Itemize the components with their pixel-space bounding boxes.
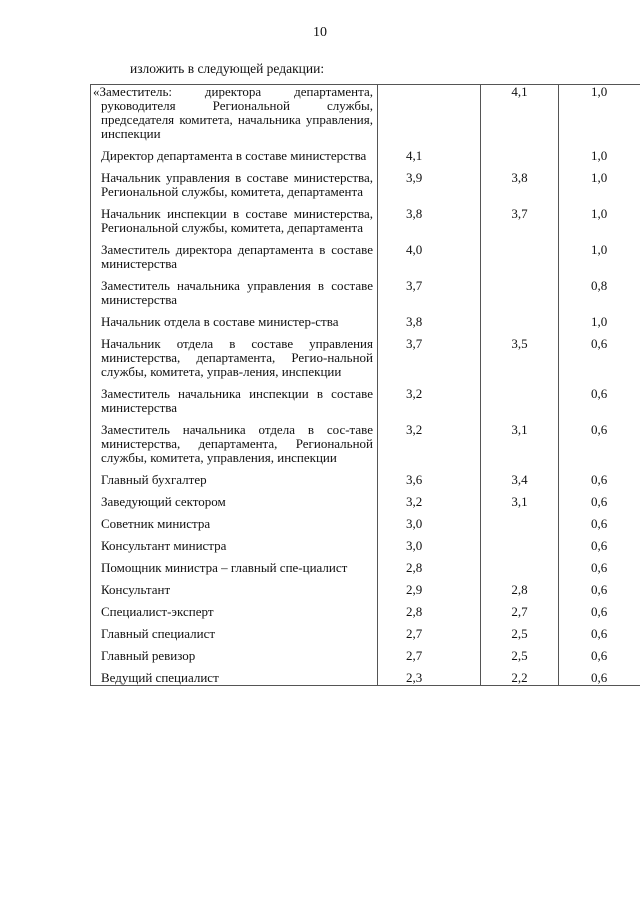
coefficient-value: 1,0 [591,84,608,99]
position-name: Главный бухгалтер [101,472,207,487]
coefficient-value: 2,5 [511,648,528,663]
coefficient-cell-c3 [559,627,640,649]
position-name: Консультант [101,582,171,597]
position-name: Помощник министра – главный спе-циалист [101,560,348,575]
coefficient-value: 3,8 [511,170,528,185]
coefficient-value: 3,7 [406,278,423,293]
coefficient-cell-c1 [378,171,481,207]
coefficient-cell-c1 [378,649,481,671]
table-row [91,423,640,473]
coefficient-cell-c2 [481,671,559,686]
coefficient-value: 3,8 [406,206,423,221]
coefficient-value: 3,2 [406,494,423,509]
coefficient-cell-c3 [559,671,640,686]
position-name-cell [91,423,378,473]
coefficient-value: 0,6 [591,494,608,509]
coefficient-cell-c3 [559,423,640,473]
position-name-cell [91,171,378,207]
coefficient-value: 3,4 [511,472,528,487]
position-name-cell [91,243,378,279]
coefficient-value: 3,7 [406,336,423,351]
coefficient-value: 3,9 [406,170,423,185]
position-name-cell [91,649,378,671]
coefficient-value: 1,0 [591,148,608,163]
position-name: Главный специалист [101,626,216,641]
coefficient-value: 3,7 [511,206,528,221]
table-row [91,337,640,387]
coefficient-cell-c3 [559,149,640,171]
coefficient-cell-c1 [378,337,481,387]
coefficient-cell-c1 [378,207,481,243]
coefficient-value: 2,9 [406,582,423,597]
coefficient-cell-c2 [481,605,559,627]
coefficient-cell-c3 [559,649,640,671]
coefficient-cell-c3 [559,315,640,337]
coefficient-value: 1,0 [591,242,608,257]
table-row [91,627,640,649]
position-name: Советник министра [101,516,211,531]
coefficient-cell-c3 [559,473,640,495]
coefficient-cell-c3 [559,517,640,539]
coefficient-value: 3,2 [406,422,423,437]
coefficient-cell-c1 [378,279,481,315]
coefficient-value: 3,6 [406,472,423,487]
position-name: Директор департамента в составе министерства [101,148,367,163]
coefficient-cell-c2 [481,171,559,207]
position-name-cell [91,337,378,387]
coefficient-cell-c1 [378,627,481,649]
coefficient-value: 4,1 [406,148,423,163]
coefficient-cell-c2 [481,649,559,671]
position-name: Начальник отдела в составе министер-ства [101,314,339,329]
coefficient-cell-c3 [559,605,640,627]
coefficient-cell-c2 [481,627,559,649]
position-name-cell [91,539,378,561]
coefficient-cell-c1 [378,243,481,279]
coefficient-cell-c2 [481,149,559,171]
coefficient-cell-c2 [481,243,559,279]
coefficient-cell-c2 [481,315,559,337]
coefficient-value: 2,5 [511,626,528,641]
coefficient-value: 4,0 [406,242,423,257]
position-name: Заместитель начальника управления в составе министерства [101,278,373,307]
coefficient-value: 3,0 [406,538,423,553]
coefficient-value: 2,8 [406,560,423,575]
coefficient-cell-c1 [378,539,481,561]
coefficient-cell-c2 [481,517,559,539]
intro-text: изложить в следующей редакции: [130,61,325,76]
coefficient-cell-c1 [378,605,481,627]
position-name-cell [91,279,378,315]
position-name: Заместитель директора департамента в составе министерства [101,242,373,271]
coefficient-value: 0,6 [591,582,608,597]
coefficient-table [90,84,640,686]
coefficient-cell-c3 [559,207,640,243]
coefficient-cell-c3 [559,171,640,207]
coefficient-value: 3,1 [511,494,528,509]
coefficient-cell-c2 [481,423,559,473]
table-row [91,207,640,243]
coefficient-value: 0,6 [591,336,608,351]
table-row [91,243,640,279]
coefficient-cell-c2 [481,495,559,517]
coefficient-cell-c3 [559,495,640,517]
table-row [91,473,640,495]
coefficient-cell-c1 [378,517,481,539]
coefficient-value: 0,8 [591,278,608,293]
table-row [91,539,640,561]
table-row [91,85,640,150]
coefficient-cell-c2 [481,583,559,605]
coefficient-value: 4,1 [511,84,528,99]
coefficient-value: 0,6 [591,386,608,401]
coefficient-value: 3,0 [406,516,423,531]
coefficient-cell-c1 [378,85,481,150]
position-name-cell [91,207,378,243]
coefficient-cell-c3 [559,583,640,605]
position-name: Заведующий сектором [101,494,226,509]
position-name: Начальник управления в составе министерства, Региональной службы, комитета, департамента [101,170,373,199]
coefficient-value: 0,6 [591,472,608,487]
coefficient-cell-c2 [481,279,559,315]
position-name-cell [91,627,378,649]
position-name: Главный ревизор [101,648,196,663]
coefficient-value: 3,8 [406,314,423,329]
coefficient-cell-c2 [481,473,559,495]
position-name-cell [91,387,378,423]
coefficient-cell-c2 [481,561,559,583]
coefficient-value: 3,2 [406,386,423,401]
coefficient-value: 2,2 [511,670,528,685]
coefficient-cell-c3 [559,85,640,150]
table-row [91,279,640,315]
coefficient-value: 0,6 [591,538,608,553]
coefficient-value: 0,6 [591,670,608,685]
coefficient-value: 2,7 [511,604,528,619]
coefficient-value: 1,0 [591,206,608,221]
coefficient-cell-c1 [378,583,481,605]
table-row [91,671,640,686]
position-name-cell [91,149,378,171]
coefficient-cell-c3 [559,561,640,583]
position-name: Начальник отдела в составе управления министерства, департамента, Регио-нальной службы, комитета, управ-ления, инспекции [101,336,373,379]
coefficient-cell-c2 [481,539,559,561]
table-row [91,495,640,517]
coefficient-cell-c3 [559,539,640,561]
table-row [91,561,640,583]
coefficient-cell-c3 [559,243,640,279]
coefficient-value: 0,6 [591,648,608,663]
table-row [91,583,640,605]
coefficient-value: 2,8 [511,582,528,597]
table-row [91,605,640,627]
coefficient-value: 3,5 [511,336,528,351]
coefficient-cell-c1 [378,387,481,423]
position-name: Начальник инспекции в составе министерства, Региональной службы, комитета, департамента [101,206,373,235]
table-row [91,387,640,423]
table-row [91,517,640,539]
coefficient-value: 0,6 [591,560,608,575]
position-name-cell [91,495,378,517]
position-name-cell [91,583,378,605]
coefficient-value: 2,7 [406,626,423,641]
coefficient-cell-c3 [559,387,640,423]
table-row [91,149,640,171]
coefficient-cell-c1 [378,561,481,583]
coefficient-value: 0,6 [591,626,608,641]
coefficient-value: 2,3 [406,670,423,685]
coefficient-value: 0,6 [591,516,608,531]
coefficient-cell-c1 [378,495,481,517]
coefficient-value: 1,0 [591,314,608,329]
coefficient-value: 2,8 [406,604,423,619]
coefficient-cell-c2 [481,337,559,387]
coefficient-cell-c1 [378,423,481,473]
position-name-cell [91,85,378,150]
position-name: «Заместитель: директора департамента, руководителя Региональной службы, председателя комитета, начальника управления, инспекции [93,84,373,141]
position-name: Специалист-эксперт [101,604,214,619]
position-name: Заместитель начальника инспекции в составе министерства [101,386,373,415]
coefficient-cell-c1 [378,315,481,337]
coefficient-cell-c3 [559,279,640,315]
position-name-cell [91,473,378,495]
coefficient-cell-c3 [559,337,640,387]
position-name-cell [91,671,378,686]
coefficient-cell-c1 [378,671,481,686]
table-row [91,315,640,337]
position-name-cell [91,517,378,539]
position-name: Ведущий специалист [101,670,219,685]
coefficient-value: 2,7 [406,648,423,663]
coefficient-value: 1,0 [591,170,608,185]
table-row [91,649,640,671]
position-name: Заместитель начальника отдела в сос-таве министерства, департамента, Региональной службы, комитета, управления, инспекции [101,422,373,465]
coefficient-value: 3,1 [511,422,528,437]
position-name: Консультант министра [101,538,227,553]
coefficient-cell-c2 [481,387,559,423]
coefficient-cell-c2 [481,207,559,243]
coefficient-cell-c2 [481,85,559,150]
coefficient-cell-c1 [378,149,481,171]
coefficient-value: 0,6 [591,422,608,437]
table-row [91,171,640,207]
position-name-cell [91,605,378,627]
coefficient-cell-c1 [378,473,481,495]
position-name-cell [91,561,378,583]
page-number: 10 [313,25,327,40]
position-name-cell [91,315,378,337]
coefficient-value: 0,6 [591,604,608,619]
